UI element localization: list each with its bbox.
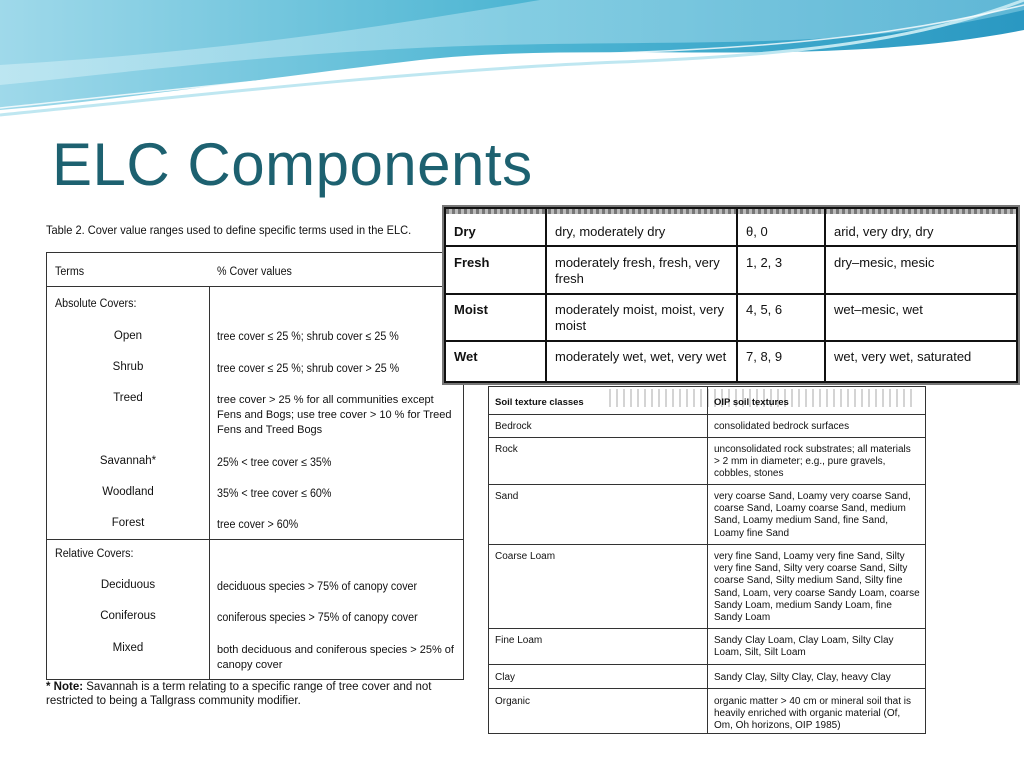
soil-texture-rock: unconsolidated rock substrates; all materials > 2 mm in diameter; e.g., pure gravels, cobbles, stones — [714, 444, 911, 480]
classes-wet: 7, 8, 9 — [746, 349, 783, 364]
regime-moist: Moist — [454, 302, 488, 317]
value-coniferous: coniferous species > 75% of canopy cover — [217, 612, 418, 624]
soil-class-rock: Rock — [495, 444, 518, 455]
header-cover-values: % Cover values — [217, 266, 292, 278]
equiv-moist: wet–mesic, wet — [834, 302, 923, 317]
desc-dry: dry, moderately dry — [555, 224, 666, 239]
soil-texture-coarse-loam: very fine Sand, Loamy very fine Sand, Silty very fine Sand, Silty very coarse Sand, Silty coarse Sand, Silty medium Sand, Silty fine Sand, Loam, very coarse Sandy Loam, coarse Sandy Loam, medium Sandy Loam, fine Sandy Loam — [714, 551, 920, 624]
value-shrub: tree cover ≤ 25 %; shrub cover > 25 % — [217, 363, 400, 375]
soil-texture-clay: Sandy Clay, Silty Clay, Clay, heavy Clay — [714, 672, 891, 683]
term-forest: Forest — [111, 517, 145, 529]
equiv-dry: arid, very dry, dry — [834, 224, 934, 239]
moisture-regime-table — [444, 207, 1018, 383]
soil-class-bedrock: Bedrock — [495, 421, 532, 432]
soil-texture-bedrock: consolidated bedrock surfaces — [714, 421, 850, 432]
soil-texture-sand: very coarse Sand, Loamy very coarse Sand, coarse Sand, Loamy coarse Sand, medium Sand, Loamy medium Sand, fine Sand, Loamy fine Sand — [714, 491, 911, 539]
desc-fresh: moderately fresh, fresh, very fresh — [555, 255, 720, 286]
term-open: Open — [113, 330, 143, 342]
soil-class-coarse-loam: Coarse Loam — [495, 551, 556, 562]
classes-moist: 4, 5, 6 — [746, 302, 783, 317]
header-soil-classes: Soil texture classes — [495, 397, 584, 408]
classes-dry: θ, 0 — [746, 224, 768, 239]
term-coniferous: Coniferous — [100, 610, 156, 622]
value-savannah: 25% < tree cover ≤ 35% — [217, 457, 332, 469]
soil-class-fine-loam: Fine Loam — [495, 635, 543, 646]
value-forest: tree cover > 60% — [217, 519, 299, 531]
regime-wet: Wet — [454, 349, 478, 364]
section-relative-covers: Relative Covers: — [55, 548, 134, 560]
value-woodland: 35% < tree cover ≤ 60% — [217, 488, 332, 500]
slide-title: ELC Components — [52, 131, 533, 198]
section-absolute-covers: Absolute Covers: — [55, 298, 137, 310]
soil-class-sand: Sand — [495, 491, 519, 502]
regime-fresh: Fresh — [454, 255, 490, 270]
table2-note — [46, 680, 466, 708]
note-label: * Note: — [46, 681, 84, 693]
classes-fresh: 1, 2, 3 — [746, 255, 783, 270]
scan-strip — [446, 209, 1016, 214]
term-mixed: Mixed — [112, 642, 144, 654]
cover-values-table — [46, 252, 464, 680]
desc-wet: moderately wet, wet, very wet — [555, 349, 727, 364]
equiv-wet: wet, very wet, saturated — [834, 349, 972, 364]
equiv-fresh: dry–mesic, mesic — [834, 255, 935, 270]
header-terms: Terms — [55, 266, 85, 278]
soil-class-organic: Organic — [495, 696, 531, 707]
header-wave-banner — [0, 0, 1024, 130]
soil-texture-organic: organic matter > 40 cm or mineral soil that is heavily enriched with organic material (Of, Om, Oh horizons, OIP 1985) — [714, 696, 912, 732]
term-savannah: Savannah* — [99, 455, 157, 467]
term-deciduous: Deciduous — [100, 579, 156, 591]
desc-moist: moderately moist, moist, very moist — [555, 302, 725, 333]
term-treed: Treed — [113, 392, 143, 404]
value-treed: tree cover > 25 % for all communities except Fens and Bogs; use tree cover > 10 % for Treed Fens and Treed Bogs — [217, 394, 452, 436]
value-open: tree cover ≤ 25 %; shrub cover ≤ 25 % — [217, 331, 399, 343]
term-woodland: Woodland — [102, 486, 154, 498]
table2-caption: Table 2. Cover value ranges used to define specific terms used in the ELC. — [46, 223, 412, 237]
header-oip-textures: OIP soil textures — [714, 397, 789, 408]
soil-class-clay: Clay — [495, 672, 516, 683]
value-deciduous: deciduous species > 75% of canopy cover — [217, 581, 418, 593]
regime-dry: Dry — [454, 224, 476, 239]
note-text: Savannah is a term relating to a specific range of tree cover and not restricted to being a Tallgrass community modifier. — [46, 681, 432, 707]
soil-texture-fine-loam: Sandy Clay Loam, Clay Loam, Silty Clay Loam, Silt, Silt Loam — [714, 635, 894, 659]
value-mixed: both deciduous and coniferous species > 25% of canopy cover — [217, 644, 454, 671]
term-shrub: Shrub — [112, 361, 144, 373]
soil-texture-table — [488, 386, 926, 734]
